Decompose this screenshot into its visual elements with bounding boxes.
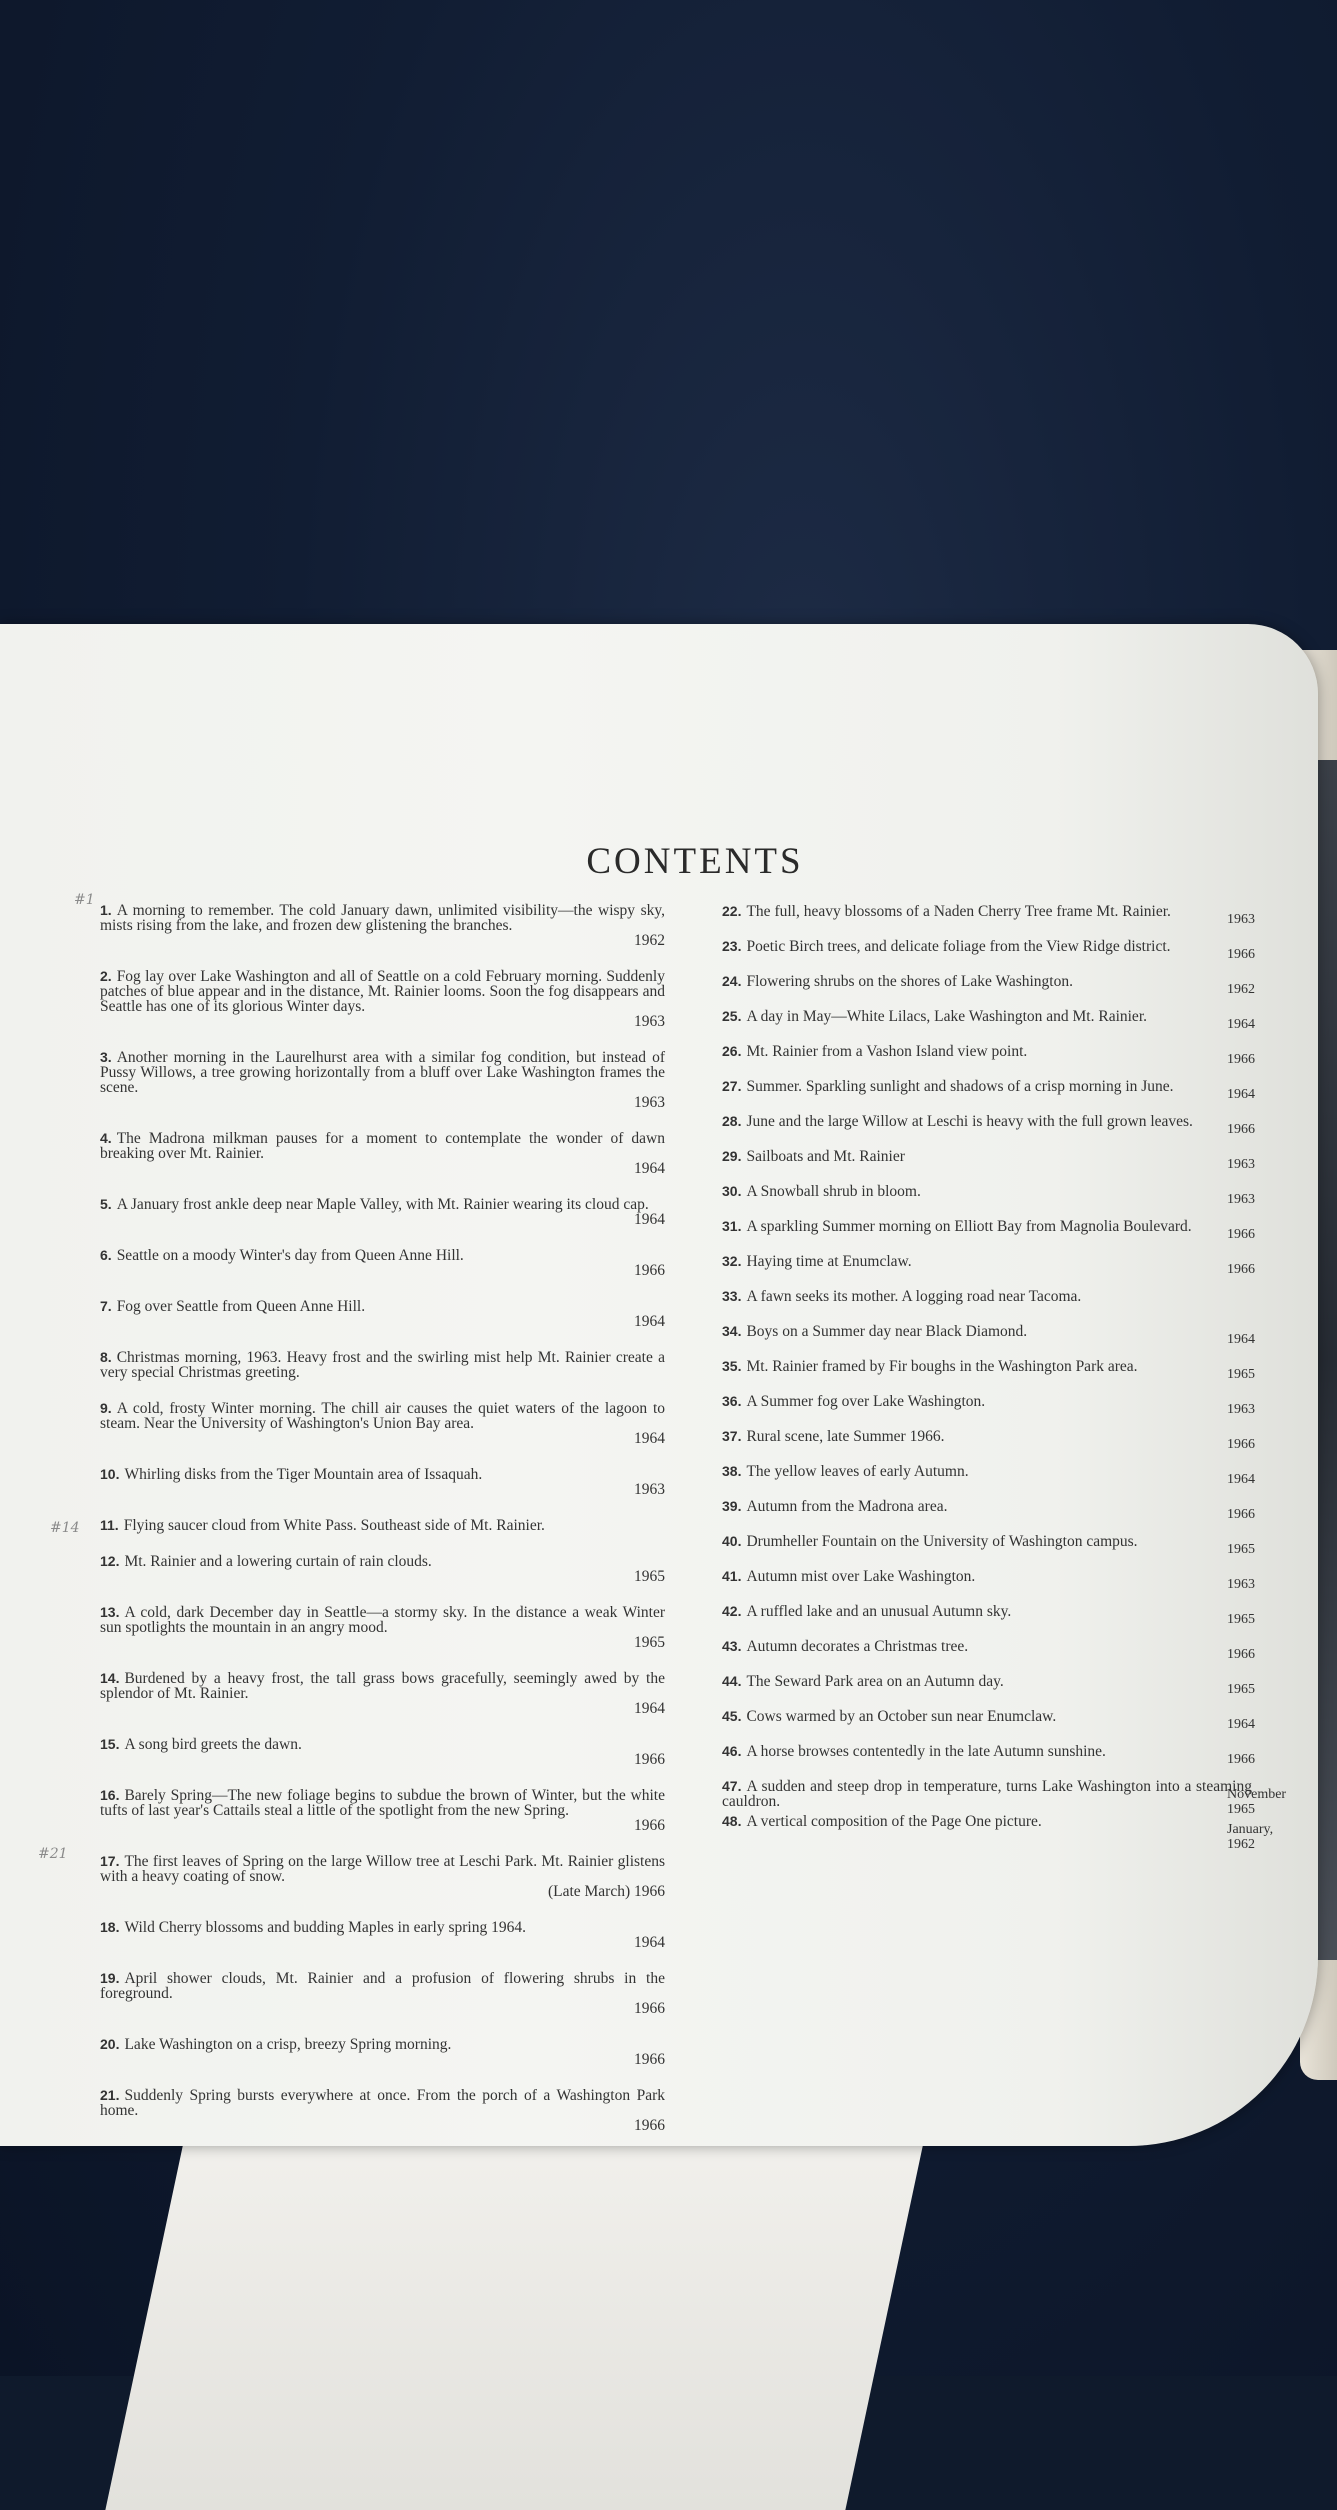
entry-description [722, 1744, 1252, 1759]
entry-text: Mt. Rainier framed by Fir boughs in the Washington Park area. [746, 1358, 1138, 1375]
entry-number: 45. [722, 1708, 742, 1724]
entry-date: 1966 [1227, 1122, 1255, 1137]
entry-number: 44. [722, 1673, 742, 1689]
entry-number: 29. [722, 1148, 742, 1164]
contents-page [0, 624, 1318, 2146]
entry-description [100, 1050, 665, 1095]
entry-number: 43. [722, 1638, 742, 1654]
entry-description [100, 1350, 665, 1380]
entry-number: 42. [722, 1603, 742, 1619]
entry-text: Autumn decorates a Christmas tree. [746, 1638, 969, 1655]
contents-left-column [100, 903, 665, 2154]
entry-text: Flowering shrubs on the shores of Lake Washington. [746, 973, 1073, 990]
entry-number: 24. [722, 973, 742, 989]
entry-description [722, 1149, 1252, 1164]
contents-entry [722, 1078, 1255, 1114]
entry-date: 1964 [634, 1211, 665, 1228]
page-title: CONTENTS [586, 841, 804, 882]
entry-date: 1966 [1227, 1262, 1255, 1277]
entry-text: Burdened by a heavy frost, the tall grass bows gracefully, seemingly awed by the splendor of Mt. Rainier. [100, 1670, 665, 1702]
entry-description [722, 1184, 1252, 1199]
contents-entry [100, 1401, 665, 1446]
entry-number: 19. [100, 1970, 120, 1986]
contents-entry [722, 1183, 1255, 1219]
entry-number: 20. [100, 2036, 120, 2052]
contents-entry [100, 2037, 665, 2067]
contents-entry [100, 1920, 665, 1950]
entry-date: 1964 [1227, 1087, 1255, 1102]
entry-text: Summer. Sparkling sunlight and shadows of a crisp morning in June. [746, 1078, 1174, 1095]
contents-entry [100, 1131, 665, 1176]
entry-date: 1964 [1227, 1472, 1255, 1487]
entry-number: 18. [100, 1919, 120, 1935]
contents-entry [722, 1778, 1287, 1817]
contents-entry [722, 1428, 1255, 1464]
entry-description [100, 1920, 665, 1935]
entry-text: A Snowball shrub in bloom. [746, 1183, 921, 1200]
contents-entry [722, 1148, 1255, 1184]
entry-description [722, 1604, 1252, 1619]
entry-text: A cold, dark December day in Seattle—a stormy sky. In the distance a weak Winter sun spotlights the mountain in an angry mood. [100, 1604, 665, 1636]
contents-entry [100, 1248, 665, 1278]
entry-text: Fog lay over Lake Washington and all of Seattle on a cold February morning. Suddenly patches of blue appear and in the distance, Mt. Rainier looms. Soon the fog disappears and Seattle has one of its glorious Winter days. [100, 968, 665, 1015]
entry-description [100, 1467, 665, 1482]
contents-entry [722, 1218, 1255, 1254]
entry-text: Rural scene, late Summer 1966. [746, 1428, 945, 1445]
entry-text: A Summer fog over Lake Washington. [746, 1393, 986, 1410]
contents-entry [722, 1113, 1255, 1149]
entry-date: 1965 [1227, 1367, 1255, 1382]
contents-entry [100, 1854, 665, 1899]
entry-date: 1966 [634, 2000, 665, 2017]
entry-text: Christmas morning, 1963. Heavy frost and the swirling mist help Mt. Rainier create a very special Christmas greeting. [100, 1349, 665, 1381]
entry-date: 1963 [634, 1481, 665, 1498]
entry-date: 1962 [634, 932, 665, 949]
entry-date: 1966 [1227, 1647, 1255, 1662]
entry-number: 17. [100, 1853, 120, 1869]
entry-description [100, 1605, 665, 1635]
entry-text: Boys on a Summer day near Black Diamond. [746, 1323, 1028, 1340]
entry-number: 35. [722, 1358, 742, 1374]
contents-right-column [722, 903, 1287, 1852]
entry-number: 26. [722, 1043, 742, 1059]
entry-number: 32. [722, 1253, 742, 1269]
entry-description [722, 1569, 1252, 1584]
contents-entry [722, 1043, 1255, 1079]
entry-text: A ruffled lake and an unusual Autumn sky. [746, 1603, 1012, 1620]
entry-description [722, 1044, 1252, 1059]
entry-number: 46. [722, 1743, 742, 1759]
entry-text: A horse browses contentedly in the late Autumn sunshine. [746, 1743, 1106, 1760]
entry-number: 4. [100, 1130, 112, 1146]
entry-number: 15. [100, 1736, 120, 1752]
entry-date: 1963 [1227, 1402, 1255, 1417]
contents-entry [722, 1813, 1274, 1852]
entry-date: 1966 [634, 1817, 665, 1834]
entry-number: 31. [722, 1218, 742, 1234]
entry-number: 1. [100, 902, 112, 918]
margin-note: #1 [74, 892, 95, 908]
entry-date: 1964 [634, 1934, 665, 1951]
entry-date: 1964 [1227, 1717, 1255, 1732]
entry-text: June and the large Willow at Leschi is heavy with the full grown leaves. [746, 1113, 1193, 1130]
contents-entry [722, 973, 1255, 1009]
entry-description [722, 939, 1252, 954]
contents-entry [100, 1197, 665, 1227]
entry-date: 1966 [1227, 947, 1255, 962]
entry-number: 39. [722, 1498, 742, 1514]
entry-text: A cold, frosty Winter morning. The chill air causes the quiet waters of the lagoon to steam. Near the University of Washington's Union Bay area. [100, 1400, 665, 1432]
entry-date: 1963 [634, 1094, 665, 1111]
entry-date: January, 1962 [1227, 1822, 1274, 1852]
entry-date: (Late March) 1966 [547, 1883, 665, 1900]
entry-description [722, 1534, 1252, 1549]
contents-entry [722, 1673, 1255, 1709]
entry-description [100, 1299, 665, 1314]
entry-description [100, 1671, 665, 1701]
entry-text: Drumheller Fountain on the University of Washington campus. [746, 1533, 1138, 1550]
entry-text: The yellow leaves of early Autumn. [746, 1463, 969, 1480]
entry-text: Fog over Seattle from Queen Anne Hill. [116, 1298, 366, 1315]
entry-number: 36. [722, 1393, 742, 1409]
entry-text: A fawn seeks its mother. A logging road near Tacoma. [746, 1288, 1082, 1305]
entry-date: 1963 [1227, 1157, 1255, 1172]
entry-date: 1965 [1227, 1682, 1255, 1697]
contents-entry [722, 1603, 1255, 1639]
entry-number: 34. [722, 1323, 742, 1339]
contents-entry [722, 1323, 1255, 1359]
entry-description [722, 1674, 1252, 1689]
entry-number: 27. [722, 1078, 742, 1094]
contents-entry [722, 1568, 1255, 1604]
contents-entry [100, 2088, 665, 2133]
entry-text: Another morning in the Laurelhurst area with a similar fog condition, but instead of Pussy Willows, a tree growing horizontally from a bluff over Lake Washington frames the scene. [100, 1049, 665, 1096]
entry-description [722, 1709, 1252, 1724]
entry-date: 1965 [1227, 1542, 1255, 1557]
entry-number: 14. [100, 1670, 120, 1686]
contents-entry [100, 1605, 665, 1650]
contents-entry [722, 938, 1255, 974]
entry-number: 40. [722, 1533, 742, 1549]
entry-text: The full, heavy blossoms of a Naden Cherry Tree frame Mt. Rainier. [746, 903, 1171, 920]
entry-date: 1963 [1227, 912, 1255, 927]
contents-entry [100, 969, 665, 1029]
entry-number: 33. [722, 1288, 742, 1304]
entry-date: 1964 [634, 1700, 665, 1717]
contents-entry [100, 1554, 665, 1584]
entry-date: 1966 [1227, 1507, 1255, 1522]
contents-entry [100, 1350, 665, 1380]
entry-number: 2. [100, 968, 112, 984]
entry-number: 13. [100, 1604, 120, 1620]
entry-text: A vertical composition of the Page One picture. [746, 1813, 1042, 1830]
contents-entry [100, 1299, 665, 1329]
entry-text: Flying saucer cloud from White Pass. Southeast side of Mt. Rainier. [123, 1517, 545, 1534]
entry-date: 1964 [634, 1313, 665, 1330]
entry-number: 11. [100, 1517, 119, 1533]
entry-number: 6. [100, 1247, 112, 1263]
entry-text: Autumn from the Madrona area. [746, 1498, 948, 1515]
contents-entry [722, 1638, 1255, 1674]
entry-date: 1965 [634, 1568, 665, 1585]
contents-entry [100, 903, 665, 948]
entry-number: 38. [722, 1463, 742, 1479]
entry-description [100, 1554, 665, 1569]
contents-entry [722, 1708, 1255, 1744]
entry-text: Mt. Rainier from a Vashon Island view point. [746, 1043, 1028, 1060]
entry-text: The Seward Park area on an Autumn day. [746, 1673, 1004, 1690]
entry-description [100, 2037, 665, 2052]
entry-description [722, 1429, 1252, 1444]
entry-description [722, 1639, 1252, 1654]
entry-description [722, 1464, 1252, 1479]
contents-entry [722, 1743, 1255, 1779]
entry-number: 41. [722, 1568, 742, 1584]
entry-date: 1966 [1227, 1052, 1255, 1067]
entry-description [100, 1518, 665, 1533]
entry-number: 47. [722, 1778, 742, 1794]
entry-text: A morning to remember. The cold January dawn, unlimited visibility—the wispy sky, mists rising from the lake, and frozen dew glistening the branches. [100, 902, 665, 934]
entry-text: Suddenly Spring bursts everywhere at once. From the porch of a Washington Park home. [100, 2087, 665, 2119]
contents-entry [100, 1518, 665, 1533]
entry-text: Sailboats and Mt. Rainier [746, 1148, 905, 1165]
entry-number: 48. [722, 1813, 742, 1829]
entry-number: 21. [100, 2087, 120, 2103]
contents-entry [722, 1393, 1255, 1429]
entry-date: 1962 [1227, 982, 1255, 997]
entry-description [722, 1079, 1252, 1094]
entry-description [722, 904, 1252, 919]
entry-date: 1964 [1227, 1017, 1255, 1032]
contents-entry [100, 1737, 665, 1767]
entry-date: 1963 [1227, 1192, 1255, 1207]
entry-text: A song bird greets the dawn. [124, 1736, 302, 1753]
entry-date: 1966 [634, 1262, 665, 1279]
entry-description [100, 1854, 665, 1884]
entry-description [100, 1737, 665, 1752]
entry-date: 1964 [634, 1160, 665, 1177]
entry-description [722, 1114, 1252, 1129]
entry-text: Wild Cherry blossoms and budding Maples in early spring 1964. [124, 1919, 526, 1936]
entry-text: Poetic Birch trees, and delicate foliage from the View Ridge district. [746, 938, 1171, 955]
entry-description [722, 1359, 1252, 1374]
entry-date: November 1965 [1227, 1787, 1287, 1817]
entry-text: A sparkling Summer morning on Elliott Bay from Magnolia Boulevard. [746, 1218, 1192, 1235]
entry-text: Whirling disks from the Tiger Mountain area of Issaquah. [124, 1466, 483, 1483]
entry-description [100, 969, 665, 1014]
entry-description [722, 1779, 1252, 1809]
entry-date: 1965 [634, 1634, 665, 1651]
entry-number: 28. [722, 1113, 742, 1129]
entry-number: 9. [100, 1400, 112, 1416]
entry-date: 1966 [634, 2051, 665, 2068]
margin-note: #21 [38, 1846, 68, 1862]
entry-number: 8. [100, 1349, 112, 1365]
entry-description [722, 1814, 1252, 1829]
entry-description [722, 1324, 1252, 1339]
entry-date: 1964 [634, 1430, 665, 1447]
contents-entry [722, 1253, 1255, 1289]
contents-entry [722, 903, 1255, 939]
entry-text: Autumn mist over Lake Washington. [746, 1568, 976, 1585]
entry-date: 1966 [1227, 1437, 1255, 1452]
entry-text: Haying time at Enumclaw. [746, 1253, 912, 1270]
entry-description [100, 1197, 665, 1212]
entry-description [722, 1219, 1252, 1234]
entry-description [100, 2088, 665, 2118]
entry-number: 30. [722, 1183, 742, 1199]
entry-description [722, 1394, 1252, 1409]
entry-date: 1963 [1227, 1577, 1255, 1592]
entry-date: 1966 [1227, 1227, 1255, 1242]
entry-number: 7. [100, 1298, 112, 1314]
entry-description [100, 1248, 665, 1263]
entry-text: Lake Washington on a crisp, breezy Spring morning. [124, 2036, 452, 2053]
entry-number: 23. [722, 938, 742, 954]
entry-date: 1963 [634, 1013, 665, 1030]
entry-number: 25. [722, 1008, 742, 1024]
entry-description [722, 1499, 1252, 1514]
contents-entry [100, 1971, 665, 2016]
entry-number: 37. [722, 1428, 742, 1444]
entry-description [722, 1009, 1252, 1024]
entry-text: A sudden and steep drop in temperature, turns Lake Washington into a steaming cauldron. [722, 1778, 1252, 1810]
contents-entry [100, 1671, 665, 1716]
entry-description [722, 974, 1252, 989]
entry-text: The Madrona milkman pauses for a moment to contemplate the wonder of dawn breaking over Mt. Rainier. [100, 1130, 665, 1162]
entry-date: 1966 [634, 2117, 665, 2134]
contents-entry [722, 1008, 1255, 1044]
contents-entry [722, 1463, 1255, 1499]
entry-description [722, 1254, 1252, 1269]
contents-entry [722, 1289, 1252, 1324]
entry-text: Mt. Rainier and a lowering curtain of rain clouds. [124, 1553, 432, 1570]
contents-entry [722, 1498, 1255, 1534]
entry-text: April shower clouds, Mt. Rainier and a profusion of flowering shrubs in the foreground. [100, 1970, 665, 2002]
entry-number: 12. [100, 1553, 120, 1569]
entry-number: 16. [100, 1787, 120, 1803]
entry-text: Seattle on a moody Winter's day from Queen Anne Hill. [116, 1247, 464, 1264]
entry-description [100, 1401, 665, 1431]
entry-text: Barely Spring—The new foliage begins to subdue the brown of Winter, but the white tufts of last year's Cattails steal a little of the spotlight from the new Spring. [100, 1787, 665, 1819]
entry-text: Cows warmed by an October sun near Enumclaw. [746, 1708, 1057, 1725]
contents-entry [722, 1533, 1255, 1569]
entry-date: 1965 [1227, 1612, 1255, 1627]
entry-number: 10. [100, 1466, 120, 1482]
entry-date: 1964 [1227, 1332, 1255, 1347]
contents-entry [722, 1358, 1255, 1394]
entry-text: A day in May—White Lilacs, Lake Washington and Mt. Rainier. [746, 1008, 1147, 1025]
entry-number: 5. [100, 1196, 112, 1212]
entry-text: A January frost ankle deep near Maple Valley, with Mt. Rainier wearing its cloud cap. [116, 1196, 649, 1213]
entry-description [100, 1971, 665, 2001]
entry-description [100, 1788, 665, 1818]
entry-date: 1966 [634, 1751, 665, 1768]
entry-description [100, 1131, 665, 1161]
contents-entry [100, 1467, 665, 1497]
entry-number: 3. [100, 1049, 112, 1065]
contents-entry [100, 1788, 665, 1833]
entry-description [100, 903, 665, 933]
entry-text: The first leaves of Spring on the large Willow tree at Leschi Park. Mt. Rainier glistens with a heavy coating of snow. [100, 1853, 665, 1885]
margin-note: #14 [50, 1520, 80, 1536]
entry-date: 1966 [1227, 1752, 1255, 1767]
entry-description [722, 1289, 1252, 1304]
contents-entry [100, 1050, 665, 1110]
entry-number: 22. [722, 903, 742, 919]
